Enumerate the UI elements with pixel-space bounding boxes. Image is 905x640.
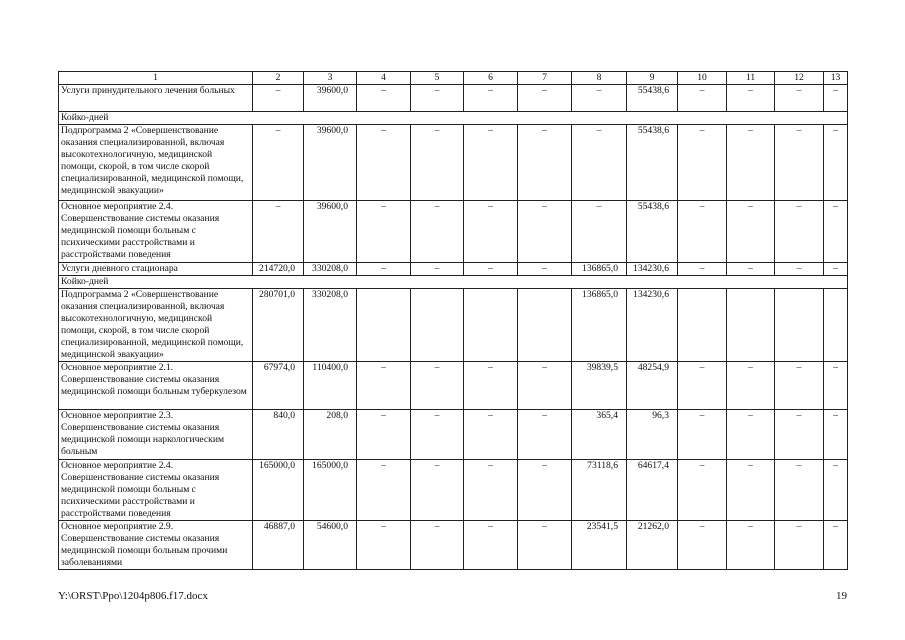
indicator-table [58, 71, 848, 570]
table-row [59, 362, 848, 410]
cell-col-10: – [678, 460, 727, 521]
cell-col-5: – [411, 201, 464, 263]
cell-col-6: – [464, 410, 518, 460]
column-number: 9 [627, 72, 678, 85]
cell-col-12: – [775, 521, 824, 570]
column-number: 4 [357, 72, 411, 85]
cell-col-7: – [518, 263, 572, 276]
cell-col-9: 55438,6 [627, 85, 678, 112]
cell-col-6: – [464, 521, 518, 570]
cell-col-7: – [518, 521, 572, 570]
cell-col-5: – [411, 85, 464, 112]
cell-col-9: 134230,6 [627, 289, 678, 362]
cell-col-5: – [411, 521, 464, 570]
column-number: 2 [253, 72, 304, 85]
row-label: Основное мероприятие 2.9. Совершенствование системы оказания медицинской помощи больным прочими заболеваниями [59, 521, 253, 570]
cell-col-9: 21262,0 [627, 521, 678, 570]
cell-col-5: – [411, 362, 464, 410]
table-row [59, 125, 848, 201]
cell-col-13 [824, 289, 848, 362]
cell-col-4: – [357, 125, 411, 201]
cell-col-3: 330208,0 [304, 263, 357, 276]
cell-col-13: – [824, 263, 848, 276]
table-row [59, 460, 848, 521]
column-number: 6 [464, 72, 518, 85]
cell-col-7: – [518, 460, 572, 521]
cell-col-12 [775, 289, 824, 362]
cell-col-11 [727, 289, 775, 362]
cell-col-5: – [411, 410, 464, 460]
cell-col-3: 110400,0 [304, 362, 357, 410]
cell-col-5: – [411, 460, 464, 521]
cell-col-8: 73118,6 [572, 460, 627, 521]
cell-col-2: 165000,0 [253, 460, 304, 521]
section-row [59, 112, 848, 125]
cell-col-2: 46887,0 [253, 521, 304, 570]
row-label: Основное мероприятие 2.1. Совершенствование системы оказания медицинской помощи больным туберкулезом [59, 362, 253, 410]
cell-col-10: – [678, 263, 727, 276]
column-number: 13 [824, 72, 848, 85]
column-number: 1 [59, 72, 253, 85]
cell-col-10: – [678, 85, 727, 112]
cell-col-5 [411, 289, 464, 362]
cell-col-10: – [678, 201, 727, 263]
cell-col-8: – [572, 85, 627, 112]
cell-col-3: 330208,0 [304, 289, 357, 362]
cell-col-8: 136865,0 [572, 289, 627, 362]
cell-col-4: – [357, 362, 411, 410]
table-row [59, 410, 848, 460]
cell-col-10: – [678, 410, 727, 460]
cell-col-9: 55438,6 [627, 201, 678, 263]
column-number: 12 [775, 72, 824, 85]
cell-col-11: – [727, 521, 775, 570]
column-number: 8 [572, 72, 627, 85]
cell-col-3: 39600,0 [304, 85, 357, 112]
table-row [59, 263, 848, 276]
unit-label: Койко-дней [59, 112, 848, 125]
cell-col-2: 280701,0 [253, 289, 304, 362]
cell-col-11: – [727, 85, 775, 112]
cell-col-4: – [357, 263, 411, 276]
table-body [59, 72, 848, 570]
cell-col-4: – [357, 460, 411, 521]
cell-col-12: – [775, 362, 824, 410]
cell-col-5: – [411, 263, 464, 276]
cell-col-13: – [824, 362, 848, 410]
cell-col-3: 39600,0 [304, 201, 357, 263]
cell-col-11: – [727, 362, 775, 410]
cell-col-4 [357, 289, 411, 362]
row-label: Основное мероприятие 2.4. Совершенствование системы оказания медицинской помощи больным с психическими расстройствами и расстройствами поведения [59, 460, 253, 521]
cell-col-13: – [824, 521, 848, 570]
cell-col-9: 96,3 [627, 410, 678, 460]
cell-col-13: – [824, 410, 848, 460]
row-label: Услуги дневного стационара [59, 263, 253, 276]
cell-col-11: – [727, 460, 775, 521]
table-header-row [59, 72, 848, 85]
cell-col-8: – [572, 201, 627, 263]
row-label: Подпрограмма 2 «Совершенствование оказания специализированной, включая высокотехнологичную, медицинской помощи, скорой, в том числе скорой специализированной, медицинской помощи, медицинской эвакуации» [59, 289, 253, 362]
table-row [59, 85, 848, 112]
cell-col-8: 23541,5 [572, 521, 627, 570]
cell-col-11: – [727, 410, 775, 460]
cell-col-11: – [727, 125, 775, 201]
cell-col-13: – [824, 201, 848, 263]
cell-col-7: – [518, 410, 572, 460]
cell-col-12: – [775, 125, 824, 201]
cell-col-13: – [824, 85, 848, 112]
cell-col-9: 64617,4 [627, 460, 678, 521]
cell-col-7 [518, 289, 572, 362]
cell-col-3: 208,0 [304, 410, 357, 460]
table-row [59, 201, 848, 263]
cell-col-8: 365,4 [572, 410, 627, 460]
page-number: 19 [836, 590, 847, 602]
table-row [59, 289, 848, 362]
cell-col-2: 840,0 [253, 410, 304, 460]
cell-col-9: 134230,6 [627, 263, 678, 276]
cell-col-8: 136865,0 [572, 263, 627, 276]
cell-col-2: 67974,0 [253, 362, 304, 410]
unit-label: Койко-дней [59, 276, 848, 289]
column-number: 11 [727, 72, 775, 85]
cell-col-11: – [727, 263, 775, 276]
cell-col-9: 55438,6 [627, 125, 678, 201]
cell-col-4: – [357, 521, 411, 570]
cell-col-10: – [678, 521, 727, 570]
cell-col-7: – [518, 201, 572, 263]
cell-col-6: – [464, 263, 518, 276]
column-number: 7 [518, 72, 572, 85]
cell-col-12: – [775, 263, 824, 276]
cell-col-2: – [253, 85, 304, 112]
cell-col-5: – [411, 125, 464, 201]
cell-col-4: – [357, 201, 411, 263]
column-number: 10 [678, 72, 727, 85]
cell-col-12: – [775, 460, 824, 521]
section-row [59, 276, 848, 289]
cell-col-7: – [518, 125, 572, 201]
cell-col-11: – [727, 201, 775, 263]
cell-col-6 [464, 289, 518, 362]
cell-col-3: 39600,0 [304, 125, 357, 201]
cell-col-4: – [357, 410, 411, 460]
cell-col-6: – [464, 460, 518, 521]
cell-col-12: – [775, 201, 824, 263]
cell-col-13: – [824, 460, 848, 521]
cell-col-12: – [775, 85, 824, 112]
column-number: 3 [304, 72, 357, 85]
cell-col-7: – [518, 85, 572, 112]
cell-col-2: – [253, 201, 304, 263]
footer-file-path: Y:\ORST\Ppo\1204p806.f17.docx [58, 590, 208, 602]
cell-col-10: – [678, 362, 727, 410]
cell-col-3: 54600,0 [304, 521, 357, 570]
cell-col-9: 48254,9 [627, 362, 678, 410]
row-label: Основное мероприятие 2.4. Совершенствование системы оказания медицинской помощи больным с психическими расстройствами и расстройствами поведения [59, 201, 253, 263]
table-row [59, 521, 848, 570]
cell-col-3: 165000,0 [304, 460, 357, 521]
row-label: Подпрограмма 2 «Совершенствование оказания специализированной, включая высокотехнологичную, медицинской помощи, скорой, в том числе скорой специализированной, медицинской помощи, медицинской эвакуации» [59, 125, 253, 201]
cell-col-4: – [357, 85, 411, 112]
column-number: 5 [411, 72, 464, 85]
cell-col-8: 39839,5 [572, 362, 627, 410]
cell-col-6: – [464, 85, 518, 112]
row-label: Основное мероприятие 2.3. Совершенствование системы оказания медицинской помощи наркологическим больным [59, 410, 253, 460]
cell-col-6: – [464, 125, 518, 201]
cell-col-7: – [518, 362, 572, 410]
cell-col-6: – [464, 362, 518, 410]
cell-col-13: – [824, 125, 848, 201]
cell-col-8: – [572, 125, 627, 201]
cell-col-6: – [464, 201, 518, 263]
cell-col-10 [678, 289, 727, 362]
cell-col-2: 214720,0 [253, 263, 304, 276]
row-label: Услуги принудительного лечения больных [59, 85, 253, 112]
cell-col-10: – [678, 125, 727, 201]
cell-col-2: – [253, 125, 304, 201]
cell-col-12: – [775, 410, 824, 460]
